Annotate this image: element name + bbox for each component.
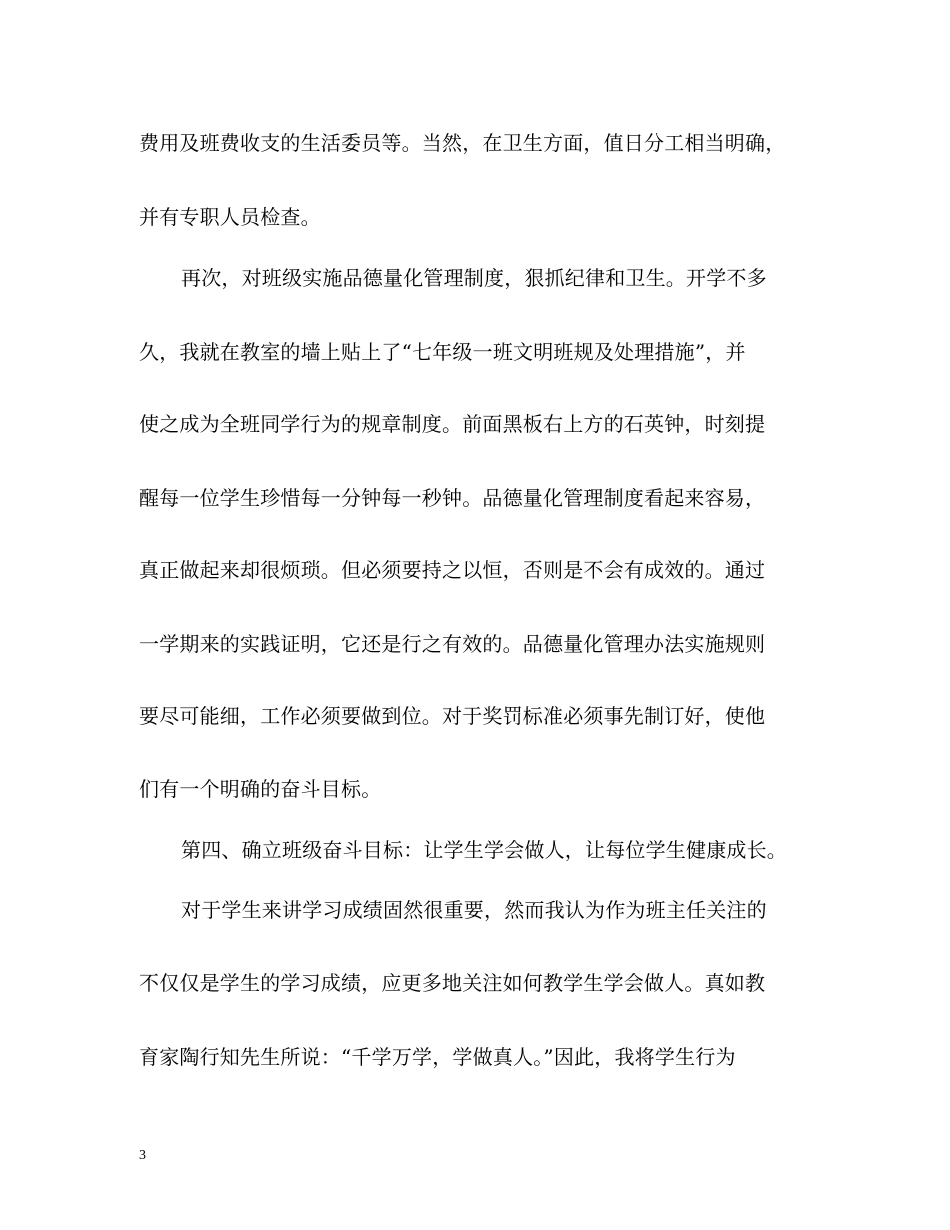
page-number: 3	[139, 1148, 146, 1163]
text-line-10: 们有一个明确的奋斗目标。	[139, 777, 382, 801]
text-line-2: 并有专职人员检查。	[139, 205, 321, 229]
text-line-13: 不仅仅是学生的学习成绩，应更多地关注如何教学生学会做人。真如教	[139, 971, 766, 995]
text-line-11: 第四、确立班级奋斗目标：让学生学会做人，让每位学生健康成长。	[181, 838, 787, 862]
text-line-4: 久，我就在教室的墙上贴上了“七年级一班文明班规及处理措施”，并	[139, 340, 746, 364]
text-line-5: 使之成为全班同学行为的规章制度。前面黑板右上方的石英钟，时刻提	[139, 412, 766, 436]
text-line-8: 一学期来的实践证明，它还是行之有效的。品德量化管理办法实施规则	[139, 632, 766, 656]
text-line-14: 育家陶行知先生所说：“千学万学，学做真人。”因此，我将学生行为	[139, 1045, 736, 1069]
text-line-3: 再次，对班级实施品德量化管理制度，狠抓纪律和卫生。开学不多	[181, 266, 767, 290]
text-line-7: 真正做起来却很烦琐。但必须要持之以恒，否则是不会有成效的。通过	[139, 558, 766, 582]
text-line-6: 醒每一位学生珍惜每一分钟每一秒钟。品德量化管理制度看起来容易，	[139, 486, 766, 510]
text-line-9: 要尽可能细，工作必须要做到位。对于奖罚标准必须事先制订好，使他	[139, 704, 766, 728]
text-line-1: 费用及班费收支的生活委员等。当然，在卫生方面，值日分工相当明确，	[139, 131, 786, 155]
text-line-12: 对于学生来讲学习成绩固然很重要，然而我认为作为班主任关注的	[181, 898, 767, 922]
